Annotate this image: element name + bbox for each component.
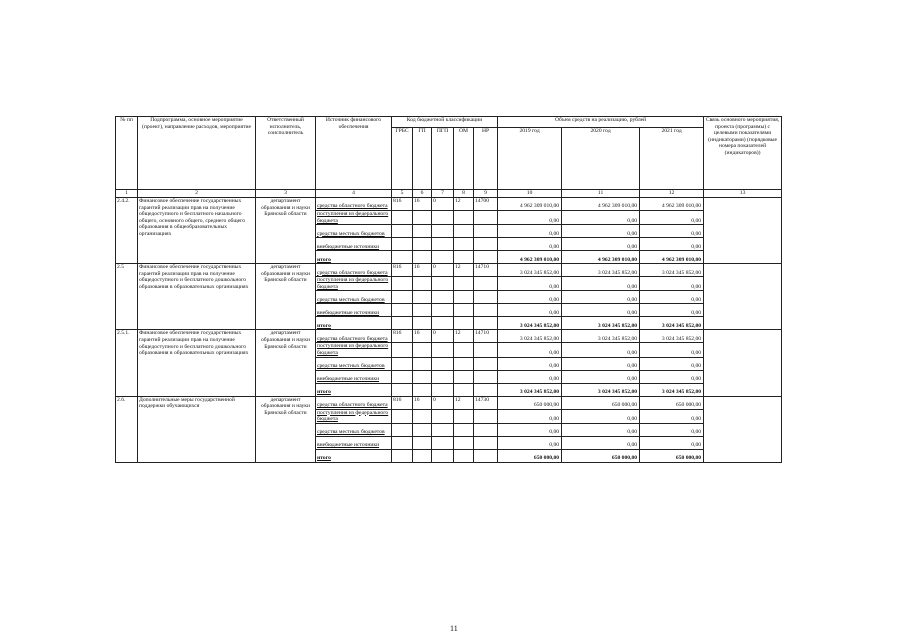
code-empty xyxy=(392,343,413,357)
code-empty xyxy=(474,357,498,370)
funding-source-extra: внебюджетные источники xyxy=(316,370,392,383)
code-empty xyxy=(432,423,454,436)
col-number: 13 xyxy=(704,190,782,198)
code-pgp: 0 xyxy=(432,198,454,211)
col-number: 3 xyxy=(256,190,316,198)
header-source: Источник финансового обеспечения xyxy=(316,117,392,190)
amount-cell: 0,00 xyxy=(640,277,704,291)
activity-name: Финансовое обеспечение государственных гарантий реализации прав на получение общедоступного и бесплатного начального общего, основного общего, среднего общего образования в общеобразовательных организациях xyxy=(138,198,256,264)
header-name: Подпрограмма, основное мероприятие (проект), направление расходов, мероприятие xyxy=(138,117,256,190)
column-number-row xyxy=(116,190,782,198)
code-empty xyxy=(474,423,498,436)
responsible-executor: департамент образования и науки Брянской области xyxy=(256,396,316,462)
amount-cell: 4 962 309 010,00 xyxy=(498,251,562,264)
amount-cell: 650 000,00 xyxy=(498,396,562,409)
code-empty xyxy=(413,357,432,370)
code-empty xyxy=(432,251,454,264)
amount-cell: 0,00 xyxy=(498,436,562,449)
row-number: 2.5 xyxy=(116,264,138,330)
code-empty xyxy=(413,436,432,449)
funding-source-regional: средства областного бюджета xyxy=(316,264,392,277)
amount-cell: 0,00 xyxy=(640,291,704,304)
col-number: 5 xyxy=(392,190,413,198)
amount-cell: 3 024 345 852,00 xyxy=(498,264,562,277)
responsible-executor: департамент образования и науки Брянской области xyxy=(256,198,316,264)
header-2021: 2021 год xyxy=(640,128,704,190)
amount-cell: 3 024 345 852,00 xyxy=(498,330,562,343)
code-empty xyxy=(474,225,498,238)
code-empty xyxy=(454,304,474,317)
activity-name: Дополнительные меры государственной поддержки обучающихся xyxy=(138,396,256,462)
code-empty xyxy=(432,238,454,251)
code-empty xyxy=(392,436,413,449)
funding-source-federal: поступления из федерального бюджета xyxy=(316,211,392,225)
code-empty xyxy=(454,343,474,357)
code-empty xyxy=(392,370,413,383)
code-empty xyxy=(432,370,454,383)
amount-cell: 0,00 xyxy=(562,370,640,383)
code-empty xyxy=(413,370,432,383)
amount-cell: 0,00 xyxy=(562,225,640,238)
code-empty xyxy=(454,317,474,330)
code-empty xyxy=(454,291,474,304)
code-empty xyxy=(413,211,432,225)
amount-cell: 0,00 xyxy=(640,343,704,357)
amount-cell: 0,00 xyxy=(562,211,640,225)
code-om: 12 xyxy=(454,198,474,211)
col-number: 8 xyxy=(454,190,474,198)
code-empty xyxy=(474,317,498,330)
budget-table-sheet xyxy=(115,116,781,463)
amount-cell: 0,00 xyxy=(562,291,640,304)
table-row xyxy=(116,396,782,409)
code-empty xyxy=(432,304,454,317)
col-number: 12 xyxy=(640,190,704,198)
code-empty xyxy=(432,277,454,291)
funding-source-total: итого xyxy=(316,251,392,264)
amount-cell: 0,00 xyxy=(498,370,562,383)
amount-cell: 0,00 xyxy=(562,343,640,357)
amount-cell: 0,00 xyxy=(498,409,562,423)
code-empty xyxy=(454,251,474,264)
amount-cell: 0,00 xyxy=(562,277,640,291)
code-gp: 16 xyxy=(413,330,432,343)
col-number: 7 xyxy=(432,190,454,198)
indicator-link xyxy=(704,264,782,330)
amount-cell: 0,00 xyxy=(498,343,562,357)
header-pgp: ПГП xyxy=(432,128,454,190)
code-empty xyxy=(413,317,432,330)
amount-cell: 4 962 309 010,00 xyxy=(562,198,640,211)
table-row xyxy=(116,198,782,211)
amount-cell: 650 000,00 xyxy=(562,396,640,409)
code-np: 14700 xyxy=(474,198,498,211)
activity-name: Финансовое обеспечение государственных гарантий реализации прав на получение общедоступного и бесплатного дошкольного образования в образовательных организациях xyxy=(138,264,256,330)
amount-cell: 4 962 309 010,00 xyxy=(498,198,562,211)
code-empty xyxy=(413,251,432,264)
code-empty xyxy=(454,436,474,449)
code-empty xyxy=(474,383,498,396)
code-empty xyxy=(474,211,498,225)
indicator-link xyxy=(704,198,782,264)
code-pgp: 0 xyxy=(432,396,454,409)
header-np: НР xyxy=(474,128,498,190)
code-empty xyxy=(413,343,432,357)
code-pgp: 0 xyxy=(432,330,454,343)
amount-cell: 3 024 345 852,00 xyxy=(562,264,640,277)
code-grbs: 816 xyxy=(392,396,413,409)
amount-cell: 0,00 xyxy=(498,304,562,317)
table-header xyxy=(116,117,782,198)
col-number: 9 xyxy=(474,190,498,198)
amount-cell: 3 024 345 852,00 xyxy=(562,383,640,396)
indicator-link xyxy=(704,330,782,396)
row-number: 2.4.2. xyxy=(116,198,138,264)
code-empty xyxy=(474,370,498,383)
code-np: 14730 xyxy=(474,396,498,409)
col-number: 6 xyxy=(413,190,432,198)
indicator-link xyxy=(704,396,782,462)
code-empty xyxy=(392,383,413,396)
funding-source-federal: поступления из федерального бюджета xyxy=(316,409,392,423)
amount-cell: 0,00 xyxy=(640,357,704,370)
code-gp: 16 xyxy=(413,264,432,277)
code-empty xyxy=(432,225,454,238)
col-number: 4 xyxy=(316,190,392,198)
code-grbs: 816 xyxy=(392,330,413,343)
amount-cell: 0,00 xyxy=(562,238,640,251)
col-number: 1 xyxy=(116,190,138,198)
code-pgp: 0 xyxy=(432,264,454,277)
code-empty xyxy=(413,277,432,291)
code-empty xyxy=(474,277,498,291)
amount-cell: 3 024 345 852,00 xyxy=(640,317,704,330)
funding-source-regional: средства областного бюджета xyxy=(316,198,392,211)
amount-cell: 0,00 xyxy=(498,423,562,436)
header-om: ОМ xyxy=(454,128,474,190)
code-empty xyxy=(413,225,432,238)
code-empty xyxy=(454,225,474,238)
code-empty xyxy=(392,357,413,370)
funding-source-local: средства местных бюджетов xyxy=(316,291,392,304)
funding-source-regional: средства областного бюджета xyxy=(316,396,392,409)
code-np: 14710 xyxy=(474,330,498,343)
funding-source-federal: поступления из федерального бюджета xyxy=(316,277,392,291)
funding-source-total: итого xyxy=(316,317,392,330)
code-empty xyxy=(432,357,454,370)
responsible-executor: департамент образования и науки Брянской области xyxy=(256,264,316,330)
code-gp: 16 xyxy=(413,198,432,211)
amount-cell: 3 024 345 852,00 xyxy=(640,264,704,277)
funding-source-local: средства местных бюджетов xyxy=(316,423,392,436)
code-empty xyxy=(454,370,474,383)
amount-cell: 0,00 xyxy=(640,225,704,238)
code-empty xyxy=(454,211,474,225)
amount-cell: 0,00 xyxy=(498,291,562,304)
code-empty xyxy=(392,251,413,264)
amount-cell: 3 024 345 852,00 xyxy=(640,330,704,343)
code-empty xyxy=(474,449,498,462)
amount-cell: 0,00 xyxy=(562,436,640,449)
header-num: № пп xyxy=(116,117,138,190)
funding-source-extra: внебюджетные источники xyxy=(316,238,392,251)
code-empty xyxy=(432,449,454,462)
code-empty xyxy=(392,423,413,436)
row-number: 2.5.1. xyxy=(116,330,138,396)
code-om: 12 xyxy=(454,264,474,277)
header-link: Связь основного мероприятия, проекта (программы) с целевыми показателями (индикаторами) (порядковые номера показателей (индикаторов)) xyxy=(704,117,782,190)
code-empty xyxy=(392,409,413,423)
table-row xyxy=(116,330,782,343)
amount-cell: 0,00 xyxy=(640,423,704,436)
code-empty xyxy=(474,343,498,357)
code-empty xyxy=(432,383,454,396)
col-number: 2 xyxy=(138,190,256,198)
row-number: 2.6. xyxy=(116,396,138,462)
responsible-executor: департамент образования и науки Брянской области xyxy=(256,330,316,396)
code-empty xyxy=(413,238,432,251)
amount-cell: 0,00 xyxy=(498,211,562,225)
code-grbs: 816 xyxy=(392,264,413,277)
code-empty xyxy=(432,291,454,304)
header-grbs: ГРБС xyxy=(392,128,413,190)
code-om: 12 xyxy=(454,330,474,343)
amount-cell: 3 024 345 852,00 xyxy=(640,383,704,396)
code-gp: 16 xyxy=(413,396,432,409)
amount-cell: 0,00 xyxy=(640,304,704,317)
amount-cell: 0,00 xyxy=(562,409,640,423)
code-empty xyxy=(454,238,474,251)
code-empty xyxy=(474,251,498,264)
code-empty xyxy=(392,449,413,462)
header-2020: 2020 год xyxy=(562,128,640,190)
amount-cell: 4 962 309 010,00 xyxy=(640,198,704,211)
header-gp: ГП xyxy=(413,128,432,190)
amount-cell: 0,00 xyxy=(498,238,562,251)
amount-cell: 3 024 345 852,00 xyxy=(498,317,562,330)
code-empty xyxy=(392,225,413,238)
funding-source-local: средства местных бюджетов xyxy=(316,225,392,238)
funding-source-local: средства местных бюджетов xyxy=(316,357,392,370)
amount-cell: 0,00 xyxy=(640,436,704,449)
code-empty xyxy=(413,449,432,462)
code-om: 12 xyxy=(454,396,474,409)
funding-source-regional: средства областного бюджета xyxy=(316,330,392,343)
activity-name: Финансовое обеспечение государственных гарантий реализации прав на получение общедоступного и бесплатного дошкольного образования в образовательных организациях xyxy=(138,330,256,396)
code-empty xyxy=(454,409,474,423)
code-empty xyxy=(392,291,413,304)
amount-cell: 650 000,00 xyxy=(640,396,704,409)
code-empty xyxy=(432,317,454,330)
table-body xyxy=(116,198,782,463)
header-budget-code: Код бюджетной классификации xyxy=(392,117,498,128)
amount-cell: 650 000,00 xyxy=(562,449,640,462)
code-empty xyxy=(474,436,498,449)
table-row xyxy=(116,264,782,277)
code-empty xyxy=(454,423,474,436)
budget-table xyxy=(115,116,782,463)
code-empty xyxy=(474,409,498,423)
code-empty xyxy=(392,277,413,291)
code-empty xyxy=(413,423,432,436)
code-empty xyxy=(413,409,432,423)
funding-source-extra: внебюджетные источники xyxy=(316,436,392,449)
amount-cell: 0,00 xyxy=(498,357,562,370)
code-np: 14710 xyxy=(474,264,498,277)
code-empty xyxy=(432,211,454,225)
code-empty xyxy=(392,317,413,330)
amount-cell: 3 024 345 852,00 xyxy=(562,330,640,343)
code-empty xyxy=(392,211,413,225)
code-empty xyxy=(454,357,474,370)
funding-source-total: итого xyxy=(316,383,392,396)
code-empty xyxy=(454,383,474,396)
header-volume: Объем средств на реализацию, рублей xyxy=(498,117,704,128)
code-empty xyxy=(454,449,474,462)
amount-cell: 0,00 xyxy=(562,304,640,317)
code-empty xyxy=(392,304,413,317)
page-number: 11 xyxy=(450,624,458,633)
amount-cell: 650 000,00 xyxy=(640,449,704,462)
header-2019: 2019 год xyxy=(498,128,562,190)
amount-cell: 4 962 309 010,00 xyxy=(640,251,704,264)
amount-cell: 0,00 xyxy=(640,370,704,383)
col-number: 10 xyxy=(498,190,562,198)
code-empty xyxy=(432,343,454,357)
code-empty xyxy=(432,409,454,423)
header-executor: Ответственный исполнитель, соисполнитель xyxy=(256,117,316,190)
code-empty xyxy=(474,238,498,251)
amount-cell: 0,00 xyxy=(498,277,562,291)
code-empty xyxy=(413,291,432,304)
code-empty xyxy=(392,238,413,251)
code-empty xyxy=(454,277,474,291)
amount-cell: 0,00 xyxy=(640,409,704,423)
funding-source-extra: внебюджетные источники xyxy=(316,304,392,317)
funding-source-federal: поступления из федерального бюджета xyxy=(316,343,392,357)
amount-cell: 4 962 309 010,00 xyxy=(562,251,640,264)
code-grbs: 816 xyxy=(392,198,413,211)
amount-cell: 3 024 345 852,00 xyxy=(498,383,562,396)
amount-cell: 0,00 xyxy=(562,423,640,436)
code-empty xyxy=(413,304,432,317)
amount-cell: 0,00 xyxy=(562,357,640,370)
amount-cell: 650 000,00 xyxy=(498,449,562,462)
amount-cell: 0,00 xyxy=(640,211,704,225)
code-empty xyxy=(474,304,498,317)
amount-cell: 0,00 xyxy=(498,225,562,238)
code-empty xyxy=(432,436,454,449)
code-empty xyxy=(413,383,432,396)
amount-cell: 3 024 345 852,00 xyxy=(562,317,640,330)
amount-cell: 0,00 xyxy=(640,238,704,251)
funding-source-total: итого xyxy=(316,449,392,462)
code-empty xyxy=(474,291,498,304)
col-number: 11 xyxy=(562,190,640,198)
